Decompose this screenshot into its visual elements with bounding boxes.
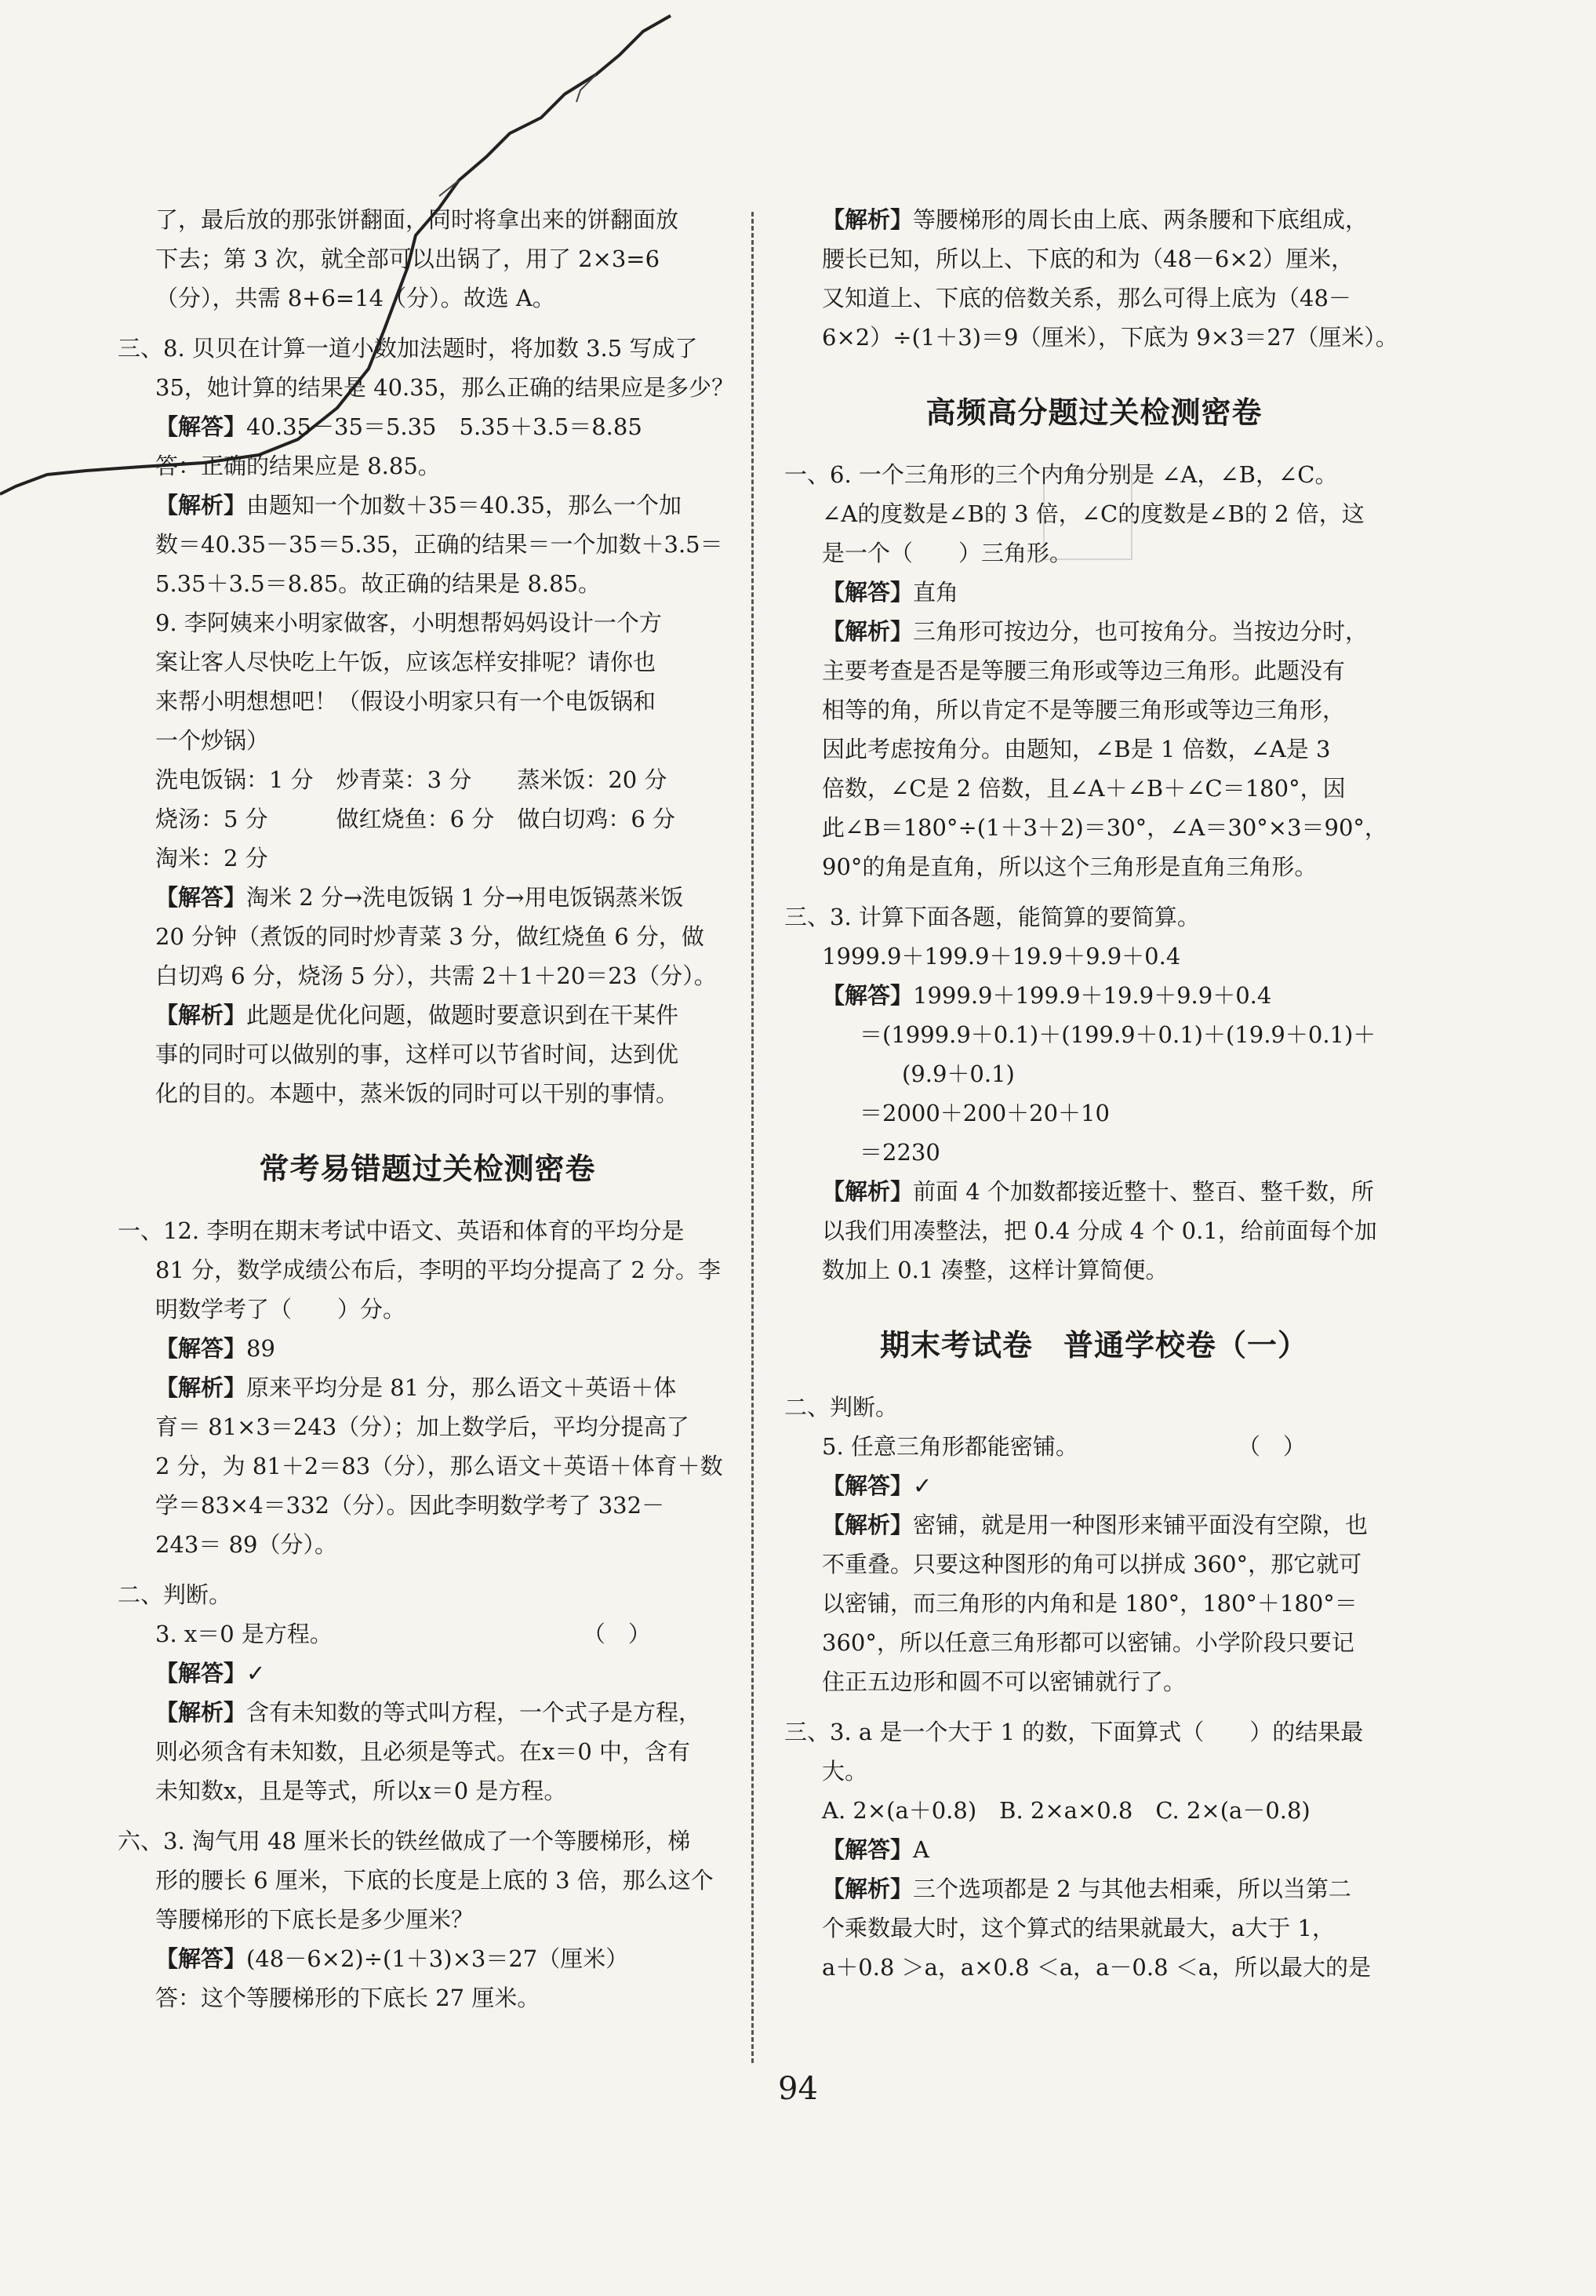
answer-tag: 【解析】 xyxy=(822,1178,914,1205)
text-line xyxy=(118,1614,737,1654)
answer-tag: 【解析】 xyxy=(822,206,914,233)
text-line xyxy=(118,1211,737,1250)
line-text: 直角 xyxy=(913,579,959,606)
text-line xyxy=(118,368,737,407)
line-text: 又知道上、下底的倍数关系，那么可得上底为（48－ xyxy=(822,285,1351,311)
answer-tag: 【解答】 xyxy=(155,1945,247,1972)
line-text: 淘米：2 分 xyxy=(155,845,268,871)
line-text: 白切鸡 6 分，烧汤 5 分），共需 2＋1＋20＝23（分）。 xyxy=(155,962,717,989)
answer-tag: 【解析】 xyxy=(822,1876,914,1902)
text-line xyxy=(784,976,1404,1015)
line-text: 二、判断。 xyxy=(784,1394,899,1421)
text-line xyxy=(784,455,1404,494)
line-text: 1999.9＋199.9＋19.9＋9.9＋0.4 xyxy=(822,943,1181,970)
line-text: 由题知一个加数＋35＝40.35，那么一个加 xyxy=(246,492,682,519)
line-text: 三、8. 贝贝在计算一道小数加法题时，将加数 3.5 写成了 xyxy=(118,335,698,362)
line-text: 含有未知数的等式叫方程，一个式子是方程， xyxy=(246,1699,702,1726)
text-line xyxy=(784,1662,1404,1701)
text-line xyxy=(784,1584,1404,1623)
text-line xyxy=(118,1250,737,1290)
answer-tag: 【解析】 xyxy=(155,492,247,519)
line-text: 不重叠。只要这种图形的角可以拼成 360°，那它就可 xyxy=(822,1551,1362,1577)
text-line xyxy=(784,1869,1404,1908)
section-title: 常考易错题过关检测密卷 xyxy=(259,1152,596,1186)
text-line xyxy=(118,1446,737,1486)
line-text: 6×2）÷(1＋3)＝9（厘米），下底为 9×3＝27（厘米）。 xyxy=(822,324,1398,351)
text-line xyxy=(118,1939,737,1978)
text-line xyxy=(118,1329,737,1368)
line-text: 前面 4 个加数都接近整十、整百、整千数，所 xyxy=(913,1178,1374,1205)
text-line xyxy=(784,1015,1404,1054)
answer-tag: 【解答】 xyxy=(822,579,914,606)
line-text: 答：这个等腰梯形的下底长 27 厘米。 xyxy=(155,1985,540,2011)
line-text: 学＝83×4＝332（分）。因此李明数学考了 332－ xyxy=(155,1492,665,1519)
line-text: 360°，所以任意三角形都可以密铺。小学阶段只要记 xyxy=(822,1629,1354,1656)
line-text: 二、判断。 xyxy=(118,1581,232,1608)
line-text: a＋0.8 ＞a，a×0.8 ＜a，a－0.8 ＜a，所以最大的是 xyxy=(822,1954,1372,1981)
text-line xyxy=(784,769,1404,808)
line-text: 腰长已知，所以上、下底的和为（48－6×2）厘米， xyxy=(822,246,1354,272)
line-text: 一个炒锅） xyxy=(155,727,270,754)
line-text: 3. x＝0 是方程。 （ ） xyxy=(155,1621,651,1647)
line-text: 个乘数最大时，这个算式的结果就最大，a大于 1， xyxy=(822,1915,1335,1941)
text-line xyxy=(118,1074,737,1113)
text-line xyxy=(784,1133,1404,1172)
spacer xyxy=(118,318,737,329)
line-text: 未知数x，且是等式，所以x＝0 是方程。 xyxy=(155,1777,567,1804)
text-line xyxy=(784,1830,1404,1869)
text-line xyxy=(118,682,737,721)
text-line xyxy=(118,1771,737,1810)
line-text: 主要考查是否是等腰三角形或等边三角形。此题没有 xyxy=(822,657,1346,684)
spacer xyxy=(118,1810,737,1821)
right-column xyxy=(784,200,1404,1987)
line-text: 密铺，就是用一种图形来铺平面没有空隙，也 xyxy=(913,1512,1369,1538)
line-text: 六、3. 淘气用 48 厘米长的铁丝做成了一个等腰梯形，梯 xyxy=(118,1828,691,1854)
line-text: 90°的角是直角，所以这个三角形是直角三角形。 xyxy=(822,853,1318,880)
text-line xyxy=(118,1693,737,1732)
text-line xyxy=(784,1791,1404,1830)
line-text: 淘米 2 分→洗电饭锅 1 分→用电饭锅蒸米饭 xyxy=(246,884,684,911)
line-text: 了，最后放的那张饼翻面，同时将拿出来的饼翻面放 xyxy=(155,206,679,233)
section-title: 期末考试卷 普通学校卷（一） xyxy=(879,1328,1308,1363)
line-text: 一、6. 一个三角形的三个内角分别是 ∠A，∠B，∠C。 xyxy=(784,461,1338,488)
text-line xyxy=(784,1712,1404,1752)
text-line xyxy=(784,808,1404,847)
text-line xyxy=(784,1427,1404,1466)
text-line xyxy=(784,1054,1404,1093)
text-line xyxy=(118,278,737,318)
line-text: A xyxy=(913,1836,929,1863)
line-text: 5. 任意三角形都能密铺。 （ ） xyxy=(822,1433,1306,1460)
line-text: 此题是优化问题，做题时要意识到在干某件 xyxy=(246,1002,679,1028)
text-line xyxy=(118,721,737,760)
text-line xyxy=(118,995,737,1035)
text-line xyxy=(784,730,1404,769)
text-line xyxy=(784,494,1404,533)
text-line xyxy=(784,278,1404,318)
line-text: A. 2×(a＋0.8) B. 2×a×0.8 C. 2×(a－0.8) xyxy=(822,1797,1311,1824)
text-line xyxy=(784,847,1404,886)
line-text: 是一个（ ）三角形。 xyxy=(822,540,1073,566)
text-line xyxy=(118,525,737,564)
line-text: 三、3. a 是一个大于 1 的数，下面算式（ ）的结果最 xyxy=(784,1719,1364,1745)
text-line xyxy=(118,917,737,956)
text-line xyxy=(118,239,737,278)
line-text: 等腰梯形的周长由上底、两条腰和下底组成， xyxy=(913,206,1369,233)
text-line xyxy=(784,937,1404,976)
answer-tag: 【解答】 xyxy=(155,884,247,911)
text-line xyxy=(784,239,1404,278)
text-line xyxy=(118,329,737,368)
line-text: 243＝ 89（分）。 xyxy=(155,1531,337,1558)
answer-tag: 【解析】 xyxy=(822,618,914,645)
line-text: 事的同时可以做别的事，这样可以节省时间，达到优 xyxy=(155,1041,679,1068)
line-text: 洗电饭锅：1 分 炒青菜：3 分 蒸米饭：20 分 xyxy=(155,766,667,793)
line-text: 20 分钟（煮饭的同时炒青菜 3 分，做红烧鱼 6 分，做 xyxy=(155,923,704,950)
text-line xyxy=(118,642,737,682)
text-line xyxy=(118,200,737,239)
line-text: 35，她计算的结果是 40.35，那么正确的结果应是多少？ xyxy=(155,374,735,401)
column-divider xyxy=(751,212,754,2063)
page-number: 94 xyxy=(778,2071,818,2107)
text-line xyxy=(784,1250,1404,1290)
line-text: 一、12. 李明在期末考试中语文、英语和体育的平均分是 xyxy=(118,1217,685,1244)
line-text: 数＝40.35－35＝5.35，正确的结果＝一个加数＋3.5＝ xyxy=(155,531,723,558)
line-text: ✓ xyxy=(913,1472,933,1499)
line-text: 等腰梯形的下底长是多少厘米？ xyxy=(155,1906,474,1933)
text-line xyxy=(784,1623,1404,1662)
text-line xyxy=(118,1525,737,1564)
text-line xyxy=(118,564,737,603)
text-line xyxy=(784,1505,1404,1545)
line-text: 则必须含有未知数，且必须是等式。在x＝0 中，含有 xyxy=(155,1738,691,1765)
text-line xyxy=(118,1821,737,1861)
left-column xyxy=(118,200,737,2018)
answer-tag: 【解析】 xyxy=(155,1002,247,1028)
text-line xyxy=(784,1388,1404,1427)
line-text: 答：正确的结果应是 8.85。 xyxy=(155,453,441,479)
line-text: 三个选项都是 2 与其他去相乘，所以当第二 xyxy=(913,1876,1351,1902)
text-line xyxy=(118,799,737,839)
text-line xyxy=(118,1732,737,1771)
line-text: 原来平均分是 81 分，那么语文＋英语＋体 xyxy=(246,1374,677,1401)
text-line xyxy=(118,760,737,799)
text-line xyxy=(784,318,1404,357)
text-line xyxy=(784,1545,1404,1584)
line-text: 下去；第 3 次，就全部可以出锅了，用了 2×3=6 xyxy=(155,246,660,272)
section-title: 高频高分题过关检测密卷 xyxy=(925,395,1263,430)
text-line xyxy=(784,1093,1404,1133)
text-line xyxy=(118,1978,737,2018)
line-text: 化的目的。本题中，蒸米饭的同时可以干别的事情。 xyxy=(155,1080,679,1107)
answer-tag: 【解答】 xyxy=(155,1660,247,1687)
text-line xyxy=(118,486,737,525)
line-text: 明数学考了（ ）分。 xyxy=(155,1296,406,1323)
line-text: 案让客人尽快吃上午饭，应该怎样安排呢？请你也 xyxy=(155,649,656,675)
text-line xyxy=(784,1908,1404,1948)
text-line xyxy=(784,1172,1404,1211)
text-line xyxy=(784,690,1404,730)
line-text: 相等的角，所以肯定不是等腰三角形或等边三角形， xyxy=(822,697,1346,723)
text-line xyxy=(118,1486,737,1525)
text-line xyxy=(118,1368,737,1407)
line-text: ＝(1999.9＋0.1)＋(199.9＋0.1)＋(19.9＋0.1)＋ xyxy=(860,1021,1376,1048)
line-text: 三角形可按边分，也可按角分。当按边分时， xyxy=(913,618,1369,645)
line-text: 以密铺，而三角形的内角和是 180°，180°＋180°＝ xyxy=(822,1590,1358,1617)
line-text: ＝2230 xyxy=(860,1139,940,1166)
text-line xyxy=(118,1861,737,1900)
line-text: ∠A的度数是∠B的 3 倍，∠C的度数是∠B的 2 倍，这 xyxy=(822,500,1365,527)
line-text: （分），共需 8+6=14（分）。故选 A。 xyxy=(155,285,555,311)
line-text: 因此考虑按角分。由题知，∠B是 1 倍数，∠A是 3 xyxy=(822,736,1331,762)
line-text: 数加上 0.1 凑整，这样计算简便。 xyxy=(822,1257,1169,1283)
line-text: 三、3. 计算下面各题，能简算的要简算。 xyxy=(784,904,1200,930)
text-line xyxy=(784,1211,1404,1250)
line-text: 89 xyxy=(246,1335,275,1362)
text-line xyxy=(118,1900,737,1939)
line-text: (9.9＋0.1) xyxy=(902,1061,1015,1087)
text-line xyxy=(118,956,737,995)
line-text: 以我们用凑整法，把 0.4 分成 4 个 0.1，给前面每个加 xyxy=(822,1217,1377,1244)
line-text: 此∠B＝180°÷(1＋3＋2)＝30°，∠A＝30°×3＝90°， xyxy=(822,814,1387,841)
text-line xyxy=(784,1752,1404,1791)
text-line xyxy=(118,878,737,917)
line-text: 5.35＋3.5＝8.85。故正确的结果是 8.85。 xyxy=(155,570,602,597)
text-line xyxy=(118,1654,737,1693)
line-text: 来帮小明想想吧！（假设小明家只有一个电饭锅和 xyxy=(155,688,656,715)
line-text: 81 分，数学成绩公布后，李明的平均分提高了 2 分。李 xyxy=(155,1257,722,1283)
spacer xyxy=(784,1701,1404,1712)
answer-tag: 【解析】 xyxy=(155,1699,247,1726)
line-text: (48－6×2)÷(1＋3)×3＝27（厘米） xyxy=(246,1945,629,1972)
answer-tag: 【解答】 xyxy=(822,1836,914,1863)
line-text: 大。 xyxy=(822,1758,868,1785)
text-line xyxy=(784,533,1404,573)
line-text: 烧汤：5 分 做红烧鱼：6 分 做白切鸡：6 分 xyxy=(155,806,676,832)
line-text: 育＝ 81×3＝243（分）；加上数学后，平均分提高了 xyxy=(155,1414,689,1440)
text-line xyxy=(784,612,1404,651)
line-text: ＝2000＋200＋20＋10 xyxy=(860,1100,1110,1126)
answer-tag: 【解答】 xyxy=(822,1472,914,1499)
text-line xyxy=(118,839,737,878)
text-line xyxy=(118,1575,737,1614)
line-text: ✓ xyxy=(246,1660,266,1687)
text-line xyxy=(784,1466,1404,1505)
text-line xyxy=(118,446,737,486)
text-line xyxy=(784,200,1404,239)
text-line xyxy=(784,1948,1404,1987)
line-text: 9. 李阿姨来小明家做客，小明想帮妈妈设计一个方 xyxy=(155,609,662,636)
line-text: 40.35－35＝5.35 5.35＋3.5＝8.85 xyxy=(246,413,642,440)
answer-tag: 【解析】 xyxy=(822,1512,914,1538)
text-line xyxy=(118,1407,737,1446)
spacer xyxy=(784,886,1404,897)
answer-tag: 【解答】 xyxy=(822,982,914,1009)
spacer xyxy=(118,1564,737,1575)
answer-tag: 【解答】 xyxy=(155,1335,247,1362)
answer-tag: 【解析】 xyxy=(155,1374,247,1401)
text-line xyxy=(118,603,737,642)
line-text: 形的腰长 6 厘米，下底的长度是上底的 3 倍，那么这个 xyxy=(155,1867,714,1894)
text-line xyxy=(784,573,1404,612)
line-text: 1999.9＋199.9＋19.9＋9.9＋0.4 xyxy=(913,982,1272,1009)
line-text: 倍数，∠C是 2 倍数，且∠A＋∠B＋∠C＝180°，因 xyxy=(822,775,1346,802)
text-line xyxy=(118,1035,737,1074)
text-line xyxy=(784,651,1404,690)
line-text: 住正五边形和圆不可以密铺就行了。 xyxy=(822,1668,1187,1695)
line-text: 2 分，为 81＋2＝83（分），那么语文＋英语＋体育＋数 xyxy=(155,1453,723,1479)
text-line xyxy=(118,407,737,446)
text-line xyxy=(784,897,1404,937)
answer-tag: 【解答】 xyxy=(155,413,247,440)
text-line xyxy=(118,1290,737,1329)
